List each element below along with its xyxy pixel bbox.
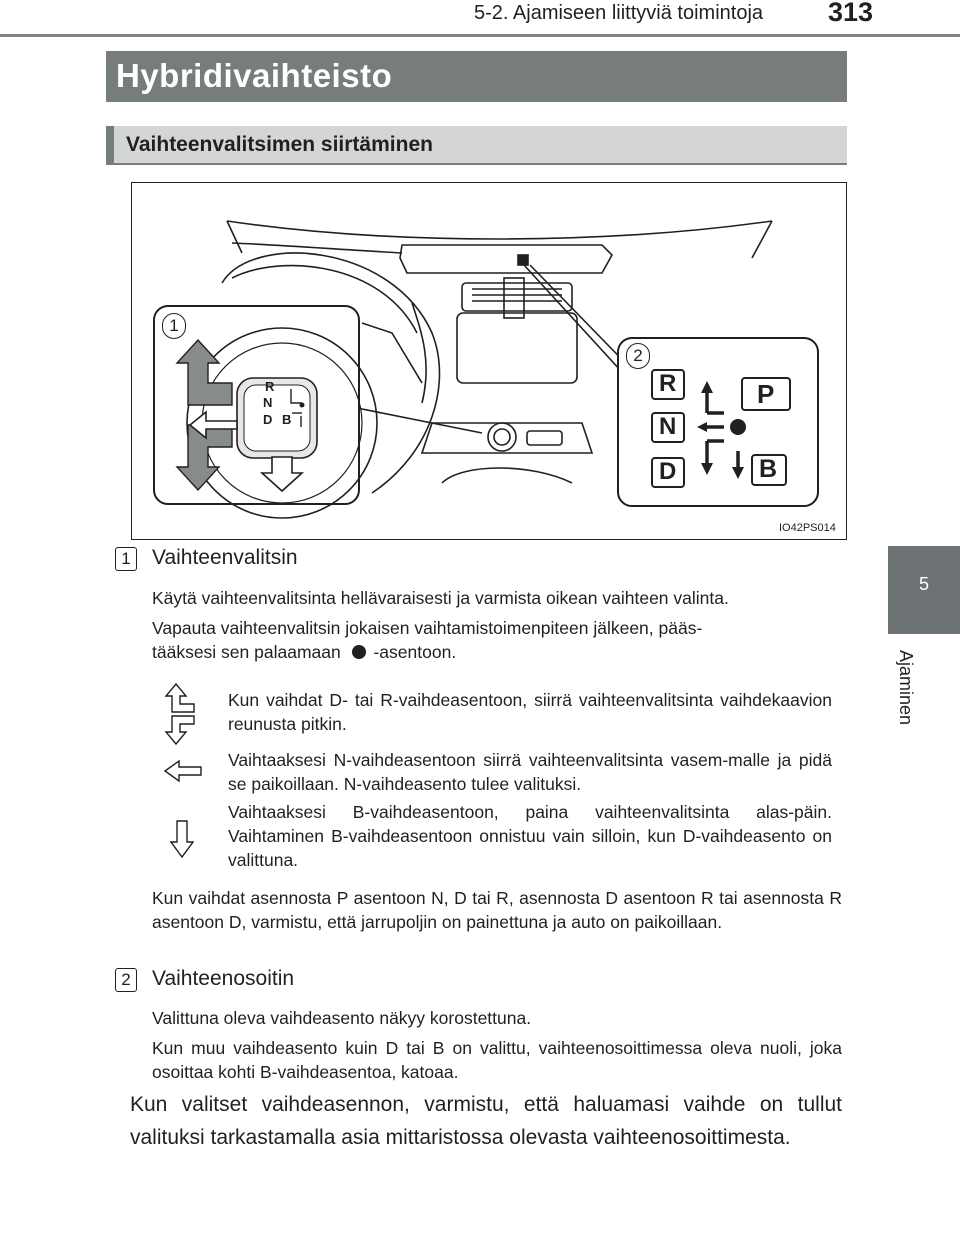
knob-letter-r: R xyxy=(265,379,275,394)
knob-letter-b: B xyxy=(282,412,292,427)
item-1-para-1: Käytä vaihteenvalitsinta hellävaraisesti ja varmista oikean vaihteen valinta. xyxy=(152,588,729,608)
page-title-bar xyxy=(106,51,847,102)
section-heading-bar xyxy=(106,126,847,163)
chapter-label-text: Ajaminen xyxy=(896,650,916,726)
item-2-para-1: Valittuna oleva vaihdeasento näkyy korostettuna. xyxy=(152,1008,532,1028)
item-1-para-2-line-2 xyxy=(152,640,842,664)
down-arrow-icon xyxy=(170,820,194,863)
item-1-para-2-post: -asentoon. xyxy=(373,642,457,662)
chapter-label xyxy=(893,650,923,740)
page-title: Hybridivaihteisto xyxy=(116,57,393,94)
item-1-number: 1 xyxy=(115,547,137,571)
row-1-text: Kun vaihdat D- tai R-vaihdeasentoon, siirrä vaihteenvalitsinta vaihdekaavion reunusta pitkin. xyxy=(228,690,832,734)
knob-letter-d: D xyxy=(263,412,273,427)
indicator-p: P xyxy=(757,379,775,409)
section-heading-rule xyxy=(106,163,847,165)
updown-arrows-icon xyxy=(163,682,199,751)
item-1-para-3: Kun vaihdat asennosta P asentoon N, D tai R, asennosta D asentoon R tai asennosta R asentoon D, varmistu, että jarrupoljin on painettuna ja auto on paikoillaan. xyxy=(152,888,842,932)
indicator-n: N xyxy=(659,413,677,440)
row-3-text: Vaihtaaksesi B-vaihdeasentoon, paina vaihteenvalitsinta alas-päin. Vaihtaminen B-vaihdeasentoon onnistuu vain silloin, kun D-vaihdeasento on valittuna. xyxy=(228,802,832,870)
callout-1-badge: 1 xyxy=(162,313,186,339)
item-2-number: 2 xyxy=(115,968,137,992)
left-arrow-icon xyxy=(163,760,203,787)
neutral-dot-icon xyxy=(352,645,366,659)
running-header: 5-2. Ajamiseen liittyviä toimintoja xyxy=(474,2,764,24)
section-heading-accent xyxy=(106,126,114,163)
item-1-title: Vaihteenvalitsin xyxy=(152,546,298,569)
header-rule xyxy=(0,34,960,37)
closing-paragraph: Kun valitset vaihdeasennon, varmistu, että haluamasi vaihde on tullut valituksi tarkastamalla asia mittaristossa olevasta vaihteenosoittimesta. xyxy=(130,1093,842,1149)
chapter-tab xyxy=(888,546,960,634)
row-2-text: Vaihtaaksesi N-vaihdeasentoon siirrä vaihteenvalitsinta vasem-malle ja pidä se paikoillaan. N-vaihdeasento tulee valituksi. xyxy=(228,750,832,794)
item-1-para-2-line-1: Vapauta vaihteenvalitsin jokaisen vaihtamistoimenpiteen jälkeen, pääs- xyxy=(152,618,703,638)
callout-2-badge: 2 xyxy=(626,343,650,369)
figure-code: IO42PS014 xyxy=(779,522,836,534)
knob-letter-n: N xyxy=(263,395,273,410)
chapter-number: 5 xyxy=(918,574,929,594)
indicator-d: D xyxy=(659,458,677,485)
item-1-para-2-pre: tääksesi sen palaamaan xyxy=(152,642,341,662)
item-2-title: Vaihteenosoitin xyxy=(152,967,295,990)
dashboard-drawing xyxy=(132,183,846,539)
item-2-para-2: Kun muu vaihdeasento kuin D tai B on valittu, vaihteenosoittimessa oleva nuoli, joka osoittaa kohti B-vaihdeasentoa, katoaa. xyxy=(152,1038,842,1082)
shift-lever-illustration xyxy=(131,182,847,540)
section-heading: Vaihteenvalitsimen siirtäminen xyxy=(126,133,433,156)
indicator-b: B xyxy=(759,455,778,483)
page-number: 313 xyxy=(828,0,874,27)
indicator-r: R xyxy=(659,370,677,397)
